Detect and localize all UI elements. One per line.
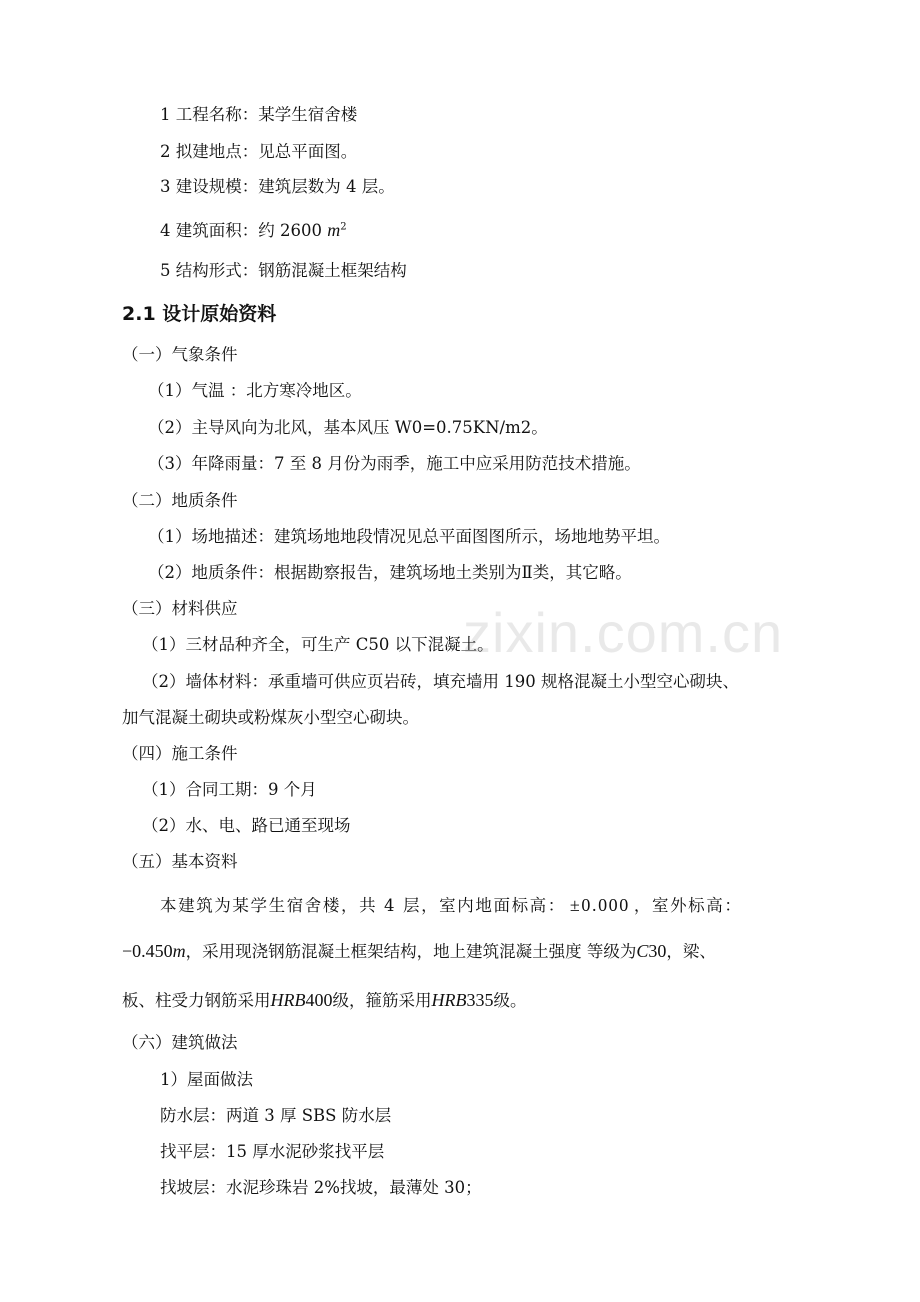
outdoor-elevation-unit: m bbox=[172, 941, 186, 961]
project-structure-line: 5 结构形式：钢筋混凝土框架结构 bbox=[160, 261, 407, 280]
basic-text: 板、柱受力钢筋采用 bbox=[122, 991, 271, 1010]
basic-text: ，采用现浇钢筋混凝土框架结构，地上建筑混凝土强度 等级为 bbox=[185, 942, 637, 961]
project-scale-line: 3 建设规模：建筑层数为 4 层。 bbox=[160, 177, 395, 196]
concrete-grade-number: 30 bbox=[648, 941, 667, 961]
stirrup-grade-number: 335 bbox=[466, 990, 494, 1010]
weather-temp: （1）气温 ：北方寒冷地区。 bbox=[148, 381, 362, 400]
geology-site: （1）场地描述：建筑场地地段情况见总平面图图所示，场地地势平坦。 bbox=[148, 527, 670, 546]
materials-title: （三）材料供应 bbox=[122, 599, 238, 618]
project-area-line bbox=[160, 219, 347, 242]
construction-title: （四）施工条件 bbox=[122, 744, 238, 763]
materials-item2-line1: （2）墙体材料：承重墙可供应页岩砖，填充墙用 190 规格混凝土小型空心砌块、 bbox=[142, 672, 739, 691]
basic-paragraph-line3 bbox=[122, 989, 527, 1012]
construction-utilities: （2）水、电、路已通至现场 bbox=[142, 816, 351, 835]
area-exponent: 2 bbox=[340, 221, 347, 233]
outdoor-elevation-value: −0.450 bbox=[122, 941, 173, 961]
materials-item1: （1）三材品种齐全，可生产 C50 以下混凝土。 bbox=[142, 635, 494, 654]
roof-waterproof-layer: 防水层：两道 3 厚 SBS 防水层 bbox=[160, 1106, 392, 1125]
basic-text: 级。 bbox=[493, 991, 527, 1010]
architecture-title: （六）建筑做法 bbox=[122, 1033, 238, 1052]
roof-leveling-layer: 找平层：15 厚水泥砂浆找平层 bbox=[160, 1142, 385, 1161]
roof-title: 1）屋面做法 bbox=[160, 1070, 253, 1089]
weather-wind: （2）主导风向为北风，基本风压 W0=0.75KN/m2。 bbox=[148, 418, 548, 437]
main-rebar-grade-number: 400 bbox=[305, 990, 333, 1010]
weather-title: （一）气象条件 bbox=[122, 345, 238, 364]
construction-period: （1）合同工期：9 个月 bbox=[142, 780, 317, 799]
area-prefix: 4 建筑面积：约 2600 bbox=[160, 221, 328, 240]
indoor-elevation-value: ±0.000 bbox=[569, 895, 630, 915]
basic-paragraph-line2 bbox=[122, 940, 716, 963]
materials-item2-line2: 加气混凝土砌块或粉煤灰小型空心砌块。 bbox=[122, 708, 419, 727]
stirrup-grade-letters: HRB bbox=[431, 990, 467, 1010]
basic-title: （五）基本资料 bbox=[122, 852, 238, 871]
watermark: zixin.com.cn bbox=[463, 601, 784, 664]
basic-text: 级，箍筋采用 bbox=[332, 991, 432, 1010]
basic-text: ，室外标高： bbox=[633, 896, 743, 915]
geology-soil: （2）地质条件：根据勘察报告，建筑场地土类别为Ⅱ类，其它略。 bbox=[148, 563, 632, 582]
basic-text: 本建筑为某学生宿舍楼，共 4 层，室内地面标高： bbox=[160, 896, 566, 915]
geology-title: （二）地质条件 bbox=[122, 491, 238, 510]
basic-paragraph-line1 bbox=[160, 894, 742, 917]
roof-slope-layer: 找坡层：水泥珍珠岩 2%找坡，最薄处 30； bbox=[160, 1178, 482, 1197]
section-title: 2.1 设计原始资料 bbox=[122, 303, 277, 325]
concrete-grade-letter: C bbox=[636, 941, 649, 961]
project-name-line: 1 工程名称：某学生宿舍楼 bbox=[160, 105, 358, 124]
basic-text: ，梁、 bbox=[666, 942, 716, 961]
project-site-line: 2 拟建地点：见总平面图。 bbox=[160, 142, 358, 161]
area-unit: m bbox=[327, 220, 341, 240]
weather-rain: （3）年降雨量：7 至 8 月份为雨季，施工中应采用防范技术措施。 bbox=[148, 454, 641, 473]
main-rebar-grade-letters: HRB bbox=[270, 990, 306, 1010]
